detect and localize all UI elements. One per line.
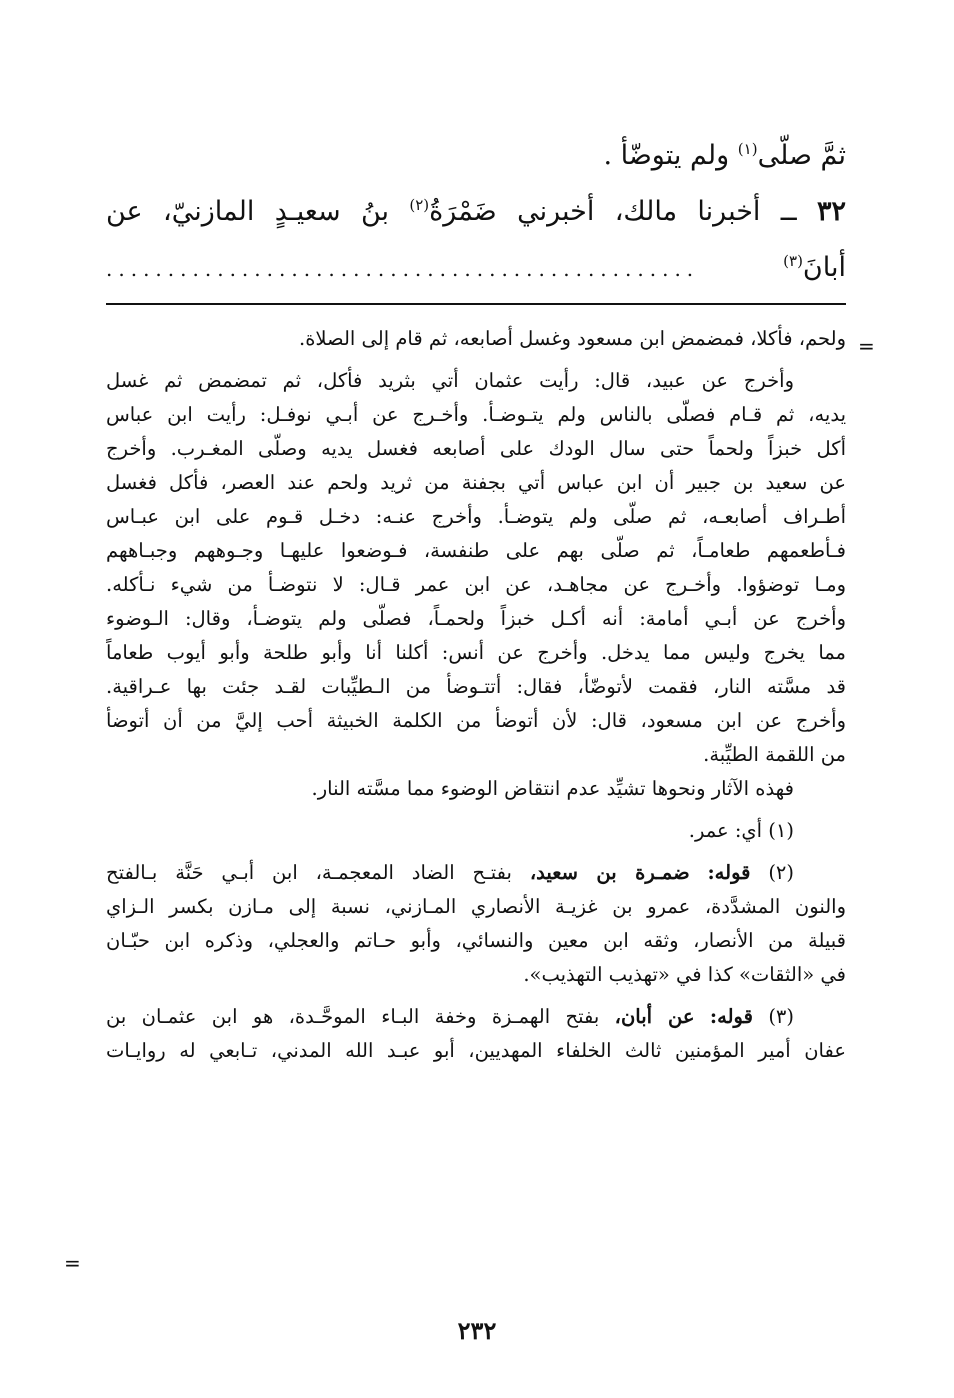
footnote-2-text: بفتـح الضاد المعجمـة، ابن أبـي حَنَّة بـالفتح bbox=[106, 861, 512, 884]
footnote-1: (١) أي: عمر. bbox=[688, 819, 794, 842]
footnote-2-first-line bbox=[106, 856, 846, 890]
hadith-number: ٣٢ bbox=[816, 196, 846, 227]
main-line-3 bbox=[106, 240, 846, 297]
commentary-line: أكل خبزاً ولحماً حتى سال الودك على أصابعه فغسل يديه وصلّى المغـرب. وأخرج bbox=[106, 437, 846, 460]
footnote-2-line: والنون المشدَّدة، عمرو بن غزيـة الأنصاري المـازني، نسبة إلى مـازن بكسر الـزاي bbox=[106, 895, 846, 918]
main-text bbox=[106, 128, 846, 297]
footnote-2-term: ضمـرة بن سعيد، bbox=[529, 861, 690, 884]
footnote-2-line: في «الثقات» كذا في «تهذيب التهذيب». bbox=[523, 963, 846, 986]
footnote-3-label: قوله: bbox=[709, 1005, 753, 1028]
footnote-separator bbox=[106, 303, 846, 305]
main-line-1 bbox=[106, 128, 846, 184]
continuation-mark-end: = bbox=[64, 1251, 81, 1275]
footnote-3-line: عفان أمير المؤمنين ثالث الخلفاء المهديين، أبو عبـد الله المدني، تـابعي له روايـات bbox=[106, 1039, 846, 1062]
page-number: ٢٣٢ bbox=[457, 1316, 497, 1345]
commentary-line: مما يخرج وليس مما يدخل. وأخرج عن أنس: أكلنا أنا وأبو طلحة وأبو أيوب طعاماً bbox=[106, 641, 846, 664]
main-text-fragment: ثمَّ صلّى bbox=[757, 140, 846, 171]
footnote-2-label: قوله: bbox=[707, 861, 751, 884]
footnote-2-number: (٢) bbox=[768, 861, 795, 884]
continuation-mark-start: = bbox=[858, 334, 875, 358]
footnote-2-line: قبيلة من الأنصار، وثقه ابن معين والنسائي، وأبو حـاتم والعجلي، وذكره ابن حبّـان bbox=[106, 929, 846, 952]
footnote-ref-1[interactable]: (١) bbox=[737, 140, 758, 158]
ellipsis-dots: ................................................ bbox=[106, 257, 700, 281]
commentary-conclusion: فهذه الآثار ونحوها تشيِّد عدم انتقاض الوضوء مما مسَّته النار. bbox=[311, 777, 794, 800]
footnote-3-text: بفتح الهمـزة وخفة البـاء الموحَّـدة، هو ابن عثمـان بن bbox=[106, 1005, 600, 1028]
commentary-line: ومـا توضؤوا. وأخـرج عن مجاهـد، عن ابن عمر قـال: لا نتوضـأ من شيء نـأكله. bbox=[106, 573, 846, 596]
commentary-line: فـأطعمهم طعامـاً، ثم صلّى بهم على طنفسة، فـوضعوا عليهـا وجـوههم وجبـاههم bbox=[106, 539, 846, 562]
commentary-line: يديه، ثم قـام فصلّى بالناس ولم يتـوضـأ. وأخـرج عن أبـي نوفـل: رأيت ابن عباس bbox=[106, 403, 846, 426]
commentary-line: وأخرج عن أبـي أمامة: أنه أكـل خبزاً ولحمـاً، فصلّى ولم يتوضـأ، وقال: الـوضوء bbox=[106, 607, 846, 630]
commentary-line: أطـراف أصابعـه، ثم صلّى ولم يتوضـأ. وأخرج عنـه: دخـل قـوم على ابن عبـاس bbox=[106, 505, 846, 528]
footnote-3-number: (٣) bbox=[768, 1005, 795, 1028]
footnotes bbox=[106, 322, 846, 1068]
commentary-line: من اللقمة الطيِّبة. bbox=[703, 743, 846, 766]
main-text-fragment: ولم يتوضّأ . bbox=[603, 140, 730, 171]
footnote-3-first-line bbox=[106, 1000, 846, 1034]
main-text-fragment: أخبرنا مالك، أخبرني ضَمْرَةُ bbox=[429, 196, 761, 227]
main-text-fragment: أبانَ bbox=[802, 252, 846, 283]
main-text-fragment: بنُ سعيـدٍ المازنيّ، عن bbox=[106, 196, 390, 227]
footnote-ref-2[interactable]: (٢) bbox=[409, 196, 430, 214]
hadith-dash: ــ bbox=[780, 196, 797, 227]
commentary-line: وأخرج عن ابن مسعود، قال: لأن أتوضأ من الكلمة الخبيثة أحب إليَّ من أن أتوضأ bbox=[106, 709, 846, 732]
footnote-3-term: عن أبان، bbox=[614, 1005, 695, 1028]
commentary-line: عن سعيد بن جبير أن ابن عباس أتي بجفنة من ثريد ولحم عند العصر، فأكل فغسل bbox=[106, 471, 846, 494]
commentary-line: وأخرج عن عبيد، قال: رأيت عثمان أتي بثريد فأكل، ثم تمضمض ثم غسل bbox=[106, 369, 794, 392]
main-line-2 bbox=[106, 184, 846, 240]
footnote-continuation-line: ولحم، فأكلا، فمضمض ابن مسعود وغسل أصابعه، ثم قام إلى الصلاة. bbox=[299, 327, 846, 350]
footnote-ref-3[interactable]: (٣) bbox=[783, 252, 803, 270]
commentary-line: قد مسَّته النار، فقمت لأتوضّأ، فقال: أتتـوضأ من الـطيِّبات لقـد جئت بها عـراقية. bbox=[106, 675, 846, 698]
